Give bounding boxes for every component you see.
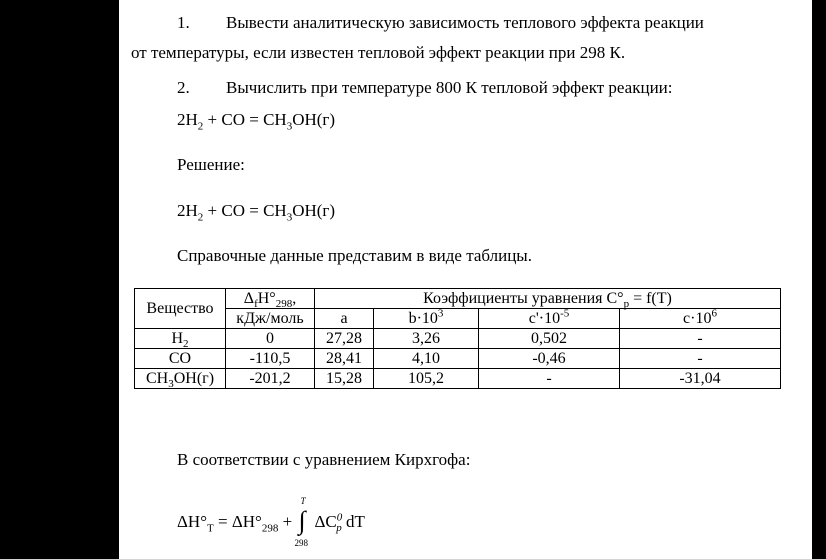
cell-substance: $H_2$ xyxy=(135,329,226,349)
header-substance: Вещество xyxy=(135,289,226,329)
table-intro: Справочные данные представим в виде таблицы. xyxy=(177,246,532,265)
header-coef-c: $c\cdot 10^6$ xyxy=(620,309,781,329)
cell-b: 105,2 xyxy=(374,369,479,389)
cell-c: - xyxy=(620,349,781,369)
header-coef-c-prime: $c'\cdot 10^{-5}$ xyxy=(479,309,620,329)
reaction-equation: $2H_2$ + CO = $CH_3OH(г)$ xyxy=(177,110,336,133)
reference-data-table xyxy=(134,288,781,389)
cell-a: 28,41 xyxy=(315,349,374,369)
reaction-equation-repeat: $2H_2$ + CO = $CH_3OH(г)$ xyxy=(177,201,336,224)
cell-c: -31,04 xyxy=(620,369,781,389)
cell-substance: $CH_3OH(г)$ xyxy=(135,369,226,389)
cell-b: 4,10 xyxy=(374,349,479,369)
table-row xyxy=(135,349,781,369)
item-1-number: 1. xyxy=(177,13,190,32)
cell-enthalpy: -110,5 xyxy=(226,349,315,369)
item-2-text: Вычислить при температуре 800 К тепловой эффект реакции: xyxy=(226,78,673,97)
item-1-line-2: от температуры, если известен тепловой эффект реакции при 298 К. xyxy=(131,43,626,62)
cell-substance: CO xyxy=(135,349,226,369)
cell-c-prime: -0,46 xyxy=(479,349,620,369)
kirchhoff-intro: В соответствии с уравнением Кирхгофа: xyxy=(177,450,471,469)
header-coef-a: a xyxy=(315,309,374,329)
cell-enthalpy: 0 xyxy=(226,329,315,349)
item-2-number: 2. xyxy=(177,78,190,97)
item-1-text: Вывести аналитическую зависимость теплового эффекта реакции xyxy=(226,13,704,32)
header-enthalpy: $\Delta_fH^\circ_{298}$, xyxy=(226,289,315,309)
cell-c: - xyxy=(620,329,781,349)
cell-c-prime: 0,502 xyxy=(479,329,620,349)
cell-c-prime: - xyxy=(479,369,620,389)
item-2-line xyxy=(177,78,673,98)
integral-symbol: T ∫ 298 xyxy=(294,496,308,548)
item-1-line-1 xyxy=(177,13,704,33)
cell-a: 15,28 xyxy=(315,369,374,389)
document-page xyxy=(119,0,812,559)
kirchhoff-formula: $\Delta H^\circ_T = \Delta H^\circ_{298}$ + T ∫ 298 $\Delta C^0_p$ dT xyxy=(177,496,365,548)
cell-a: 27,28 xyxy=(315,329,374,349)
header-coefficients: Коэффициенты уравнения $C^\circ_p = f(T)$ xyxy=(315,289,781,309)
cell-b: 3,26 xyxy=(374,329,479,349)
solution-label: Решение: xyxy=(177,155,245,174)
header-coef-b: $b\cdot 10^3$ xyxy=(374,309,479,329)
table-header-row xyxy=(135,289,781,309)
table-subheader-row xyxy=(135,309,781,329)
table-row xyxy=(135,369,781,389)
cell-enthalpy: -201,2 xyxy=(226,369,315,389)
header-enthalpy-unit: кДж/моль xyxy=(226,309,315,329)
table-row xyxy=(135,329,781,349)
